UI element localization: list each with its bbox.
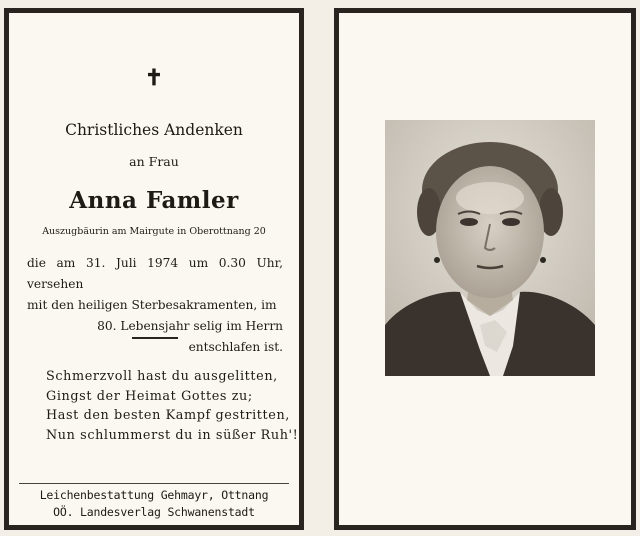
card-heading: Christliches Andenken (65, 121, 243, 139)
footer-divider (19, 483, 289, 484)
poem-line: Schmerzvoll hast du ausgelitten, (46, 369, 278, 384)
printer-footer (9, 487, 299, 521)
death-notice-line: mit den heiligen Sterbesakramenten, im (27, 298, 277, 312)
deceased-description: Auszugbäurin am Mairgute in Oberottnang 20 (42, 226, 266, 237)
dedication-line: an Frau (129, 154, 179, 169)
deceased-name: Anna Famler (69, 187, 239, 214)
poem-line: Gingst der Heimat Gottes zu; (46, 388, 253, 404)
portrait-illustration (385, 120, 595, 376)
poem-line: Hast den besten Kampf gestritten, (46, 408, 290, 423)
death-notice-line: die am 31. Juli 1974 um 0.30 Uhr, versehen (27, 256, 283, 291)
poem-line: Nun schlummerst du in süßer Ruh'! (46, 427, 299, 443)
cross-icon: ✝ (144, 65, 164, 91)
divider (132, 337, 178, 339)
memorial-card-text-panel (4, 8, 304, 530)
death-notice-line: 80. Lebensjahr selig im Herrn entschlafen ist. (97, 319, 283, 354)
footer-line: Leichenbestattung Gehmayr, Ottnang (39, 488, 269, 502)
memorial-poem (46, 367, 298, 445)
portrait-photo (385, 120, 595, 376)
footer-line: OÖ. Landesverlag Schwanenstadt (53, 505, 255, 519)
death-notice-text (27, 253, 283, 358)
memorial-card-photo-panel (334, 8, 636, 530)
